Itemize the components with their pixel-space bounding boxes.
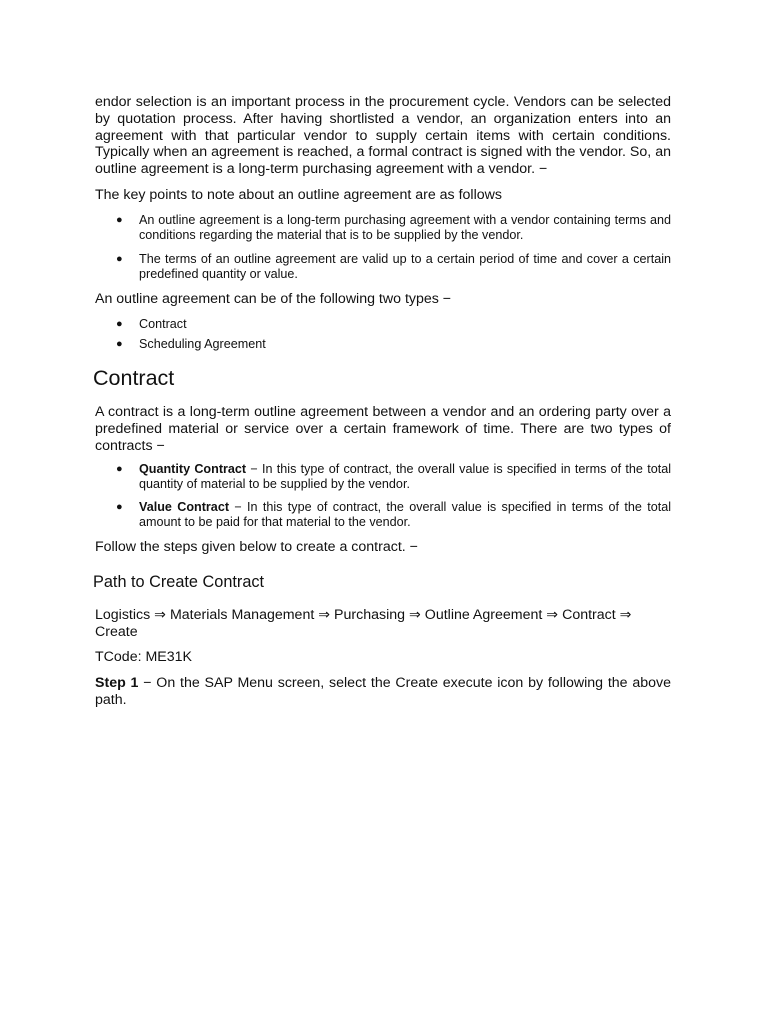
tcode: TCode: ME31K: [95, 649, 192, 666]
bullet-icon: ●: [116, 337, 123, 350]
step-1: [95, 675, 671, 709]
types-intro: An outline agreement can be of the following two types −: [95, 290, 452, 307]
contract-type-desc: − In this type of contract, the overall value is specified in terms of the total amount to be paid for that material to the vendor.: [139, 500, 671, 530]
list-item: [95, 337, 671, 352]
menu-path: Logistics ⇒ Materials Management ⇒ Purchasing ⇒ Outline Agreement ⇒ Contract ⇒ Create: [95, 606, 632, 640]
contract-paragraph: A contract is a long-term outline agreement between a vendor and an ordering party over a predefined material or service over a certain framework of time. There are two types of contracts −: [95, 404, 671, 454]
document-page: [95, 94, 671, 709]
key-point-text: An outline agreement is a long-term purchasing agreement with a vendor containing terms and conditions regarding the material that is to be supplied by the vendor.: [139, 212, 671, 242]
key-point-text: The terms of an outline agreement are valid up to a certain period of time and cover a certain predefined quantity or value.: [139, 252, 671, 282]
bullet-icon: ●: [116, 253, 123, 266]
contract-type-term: Quantity Contract: [139, 461, 247, 476]
list-item: [95, 252, 671, 282]
step-1-label: Step 1: [95, 675, 139, 692]
key-points-list: [95, 213, 671, 282]
list-item: [95, 500, 671, 530]
contract-types-list: [95, 462, 671, 530]
intro-paragraph: endor selection is an important process in the procurement cycle. Vendors can be selected by quotation process. After having shortlisted a vendor, an organization enters into an agreement with that particular vendor to supply certain items with certain conditions. Typically when an agreement is reached, a formal contract is signed with the vendor. So, an outline agreement is a long-term purchasing agreement with a vendor. −: [95, 94, 671, 178]
key-points-intro: The key points to note about an outline agreement are as follows: [95, 186, 502, 203]
steps-intro: Follow the steps given below to create a contract. −: [95, 538, 418, 555]
contract-heading: Contract: [93, 366, 175, 391]
bullet-icon: ●: [116, 317, 123, 330]
contract-type-desc: − In this type of contract, the overall value is specified in terms of the total quantity of material to be supplied by the vendor.: [139, 461, 671, 491]
path-heading: Path to Create Contract: [93, 572, 265, 591]
type-text: Scheduling Agreement: [139, 336, 266, 351]
list-item: [95, 317, 671, 332]
bullet-icon: ●: [116, 501, 123, 514]
bullet-icon: ●: [116, 213, 123, 226]
type-text: Contract: [139, 316, 187, 331]
list-item: [95, 213, 671, 243]
contract-type-term: Value Contract: [139, 500, 230, 515]
step-1-text: − On the SAP Menu screen, select the Create execute icon by following the above path.: [95, 675, 671, 708]
bullet-icon: ●: [116, 462, 123, 475]
list-item: [95, 462, 671, 492]
types-list: [95, 317, 671, 352]
